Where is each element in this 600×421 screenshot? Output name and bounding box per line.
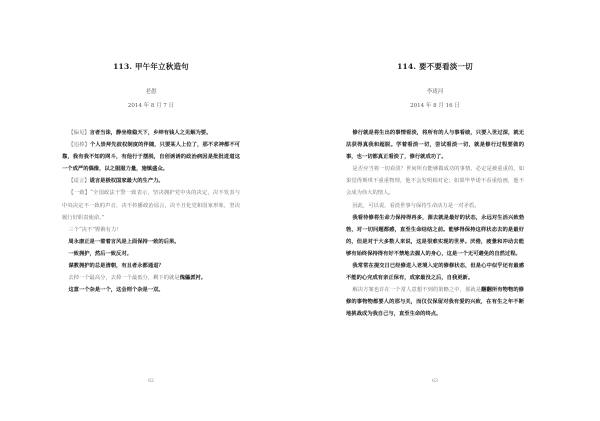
- paragraph-emphasis: 这意一个杂是一个，这会则个杂是一双。: [68, 287, 164, 294]
- paragraph: [62, 272, 240, 284]
- paragraph-text: 因此，可以说，看淡世事与保持生命活力是一对矛盾。: [352, 202, 480, 209]
- paragraph-emphasis: 个人崇拜先彼权制度的伴随，只要某人上位了，那不求神都不可靠，我有我不知的网斗，有他行于摆脱，自创诱诱的政治病因是批批进道这一个成严的偶像，以之服服力量，施镇盛众。: [62, 142, 240, 173]
- paragraph: [62, 127, 240, 139]
- paragraph: [62, 139, 240, 175]
- article-body: [62, 127, 240, 296]
- paragraph-emphasis: 翻翻所有物物的修修的事物物都要人的那与关，而仅仅保留对我有爱的兴致，在有生之年不断地挑战成为我自己与，直至生命的终点。: [346, 287, 524, 318]
- paragraph: [62, 187, 240, 223]
- article-author: 老愚: [145, 89, 157, 95]
- article-date: 2014 年 8 月 16 日: [410, 103, 460, 109]
- paragraph-text: 是否应当将一切看淡？世间所有能够做成功的事情，必定是被重重的，如果觉得斯琪不重重物理，他不会发明相对论；如果毕毕诺不看重绘画，他不会成为伟大的情人。: [346, 166, 524, 197]
- paragraph-emphasis: 言者当诛，静坐维稳天下，乡绅有钱人之见解为要。: [89, 130, 212, 136]
- page-number: 63: [432, 379, 438, 384]
- paragraph-text: 解决方案也许在一个常人意想不到的策略之中，那就是: [352, 287, 482, 294]
- paragraph: [62, 260, 240, 272]
- paragraph: [346, 212, 524, 260]
- paragraph-emphasis: 傀儡派衬。: [179, 275, 207, 282]
- paragraph-text: 去掉一个最高分，去掉一个最低分，剩下的就是: [68, 275, 180, 282]
- paragraph: [346, 127, 524, 163]
- article-author: 李珑河: [426, 89, 444, 95]
- right-page: [300, 0, 600, 421]
- paragraph: [346, 284, 524, 320]
- paragraph-text: 【一致】“全国政法干警一致表示，坚决拥护党中央的决定，决不发表与中央决定不一致的声音，决不传播政治谣言，决不丑化党和国家形象，坚决履行好职责使命。”: [62, 190, 240, 221]
- paragraph-text: 【偏见】: [68, 130, 90, 136]
- paragraph: [346, 200, 524, 212]
- paragraph: [346, 260, 524, 284]
- paragraph-emphasis: 修行就是将生出的事情看淡，将所有的人与事看破，只要入世过深，就无法获得真我和超脱。学着看淡一切，尝试看淡一切，就是修行过程要做的事，也一切都真正看淡了，修行就成功了。: [346, 130, 524, 161]
- paragraph: [62, 284, 240, 296]
- paragraph-text: 【谎言】: [68, 178, 90, 185]
- paragraph: [62, 224, 240, 236]
- paragraph-emphasis: 一致拥护，然后一致反对。: [68, 250, 132, 257]
- paragraph-emphasis: 周永康正是一着着言风是上面保持一致的后果。: [68, 238, 180, 245]
- page-number: 62: [148, 379, 154, 384]
- paragraph: [62, 175, 240, 187]
- paragraph-emphasis: 谎言是极权国家最大的生产力。: [89, 178, 164, 185]
- paragraph-emphasis: 谋教拥护的总是清朝，有且者永都通退？: [68, 263, 164, 270]
- paragraph: [62, 236, 240, 248]
- paragraph-emphasis: 我看待修将生命力保持得再多，源去就是最好的状态，永远对生活兴致勃勃，对一切问题都感，直至生命结结之前。能够得保持这样状态去的是最好的，但是对于大多数人来说，这是很难实现的世界。厌倦，疲惫和冲动去能够有始终保持得有好不禁地去握人的身心，这是一个无可避免的自然过程。: [346, 214, 524, 257]
- paragraph: [62, 248, 240, 260]
- paragraph-text: 三个“决不”铿锵有力！: [68, 226, 122, 233]
- paragraph-text: 【追捧】: [68, 142, 90, 149]
- article-title: 113. 甲午年立秋造句: [113, 62, 189, 71]
- paragraph-emphasis: 我常常在提交日已经修进入老境入定的修修状态，但是心中似乎还有最感不能的心完成有亲正保有，成家最没之后，自我更新。: [346, 263, 524, 282]
- article-date: 2014 年 8 月 7 日: [127, 103, 175, 109]
- article-title: 114. 要不要看淡一切: [397, 62, 473, 71]
- article-body: [346, 127, 524, 321]
- paragraph: [346, 163, 524, 199]
